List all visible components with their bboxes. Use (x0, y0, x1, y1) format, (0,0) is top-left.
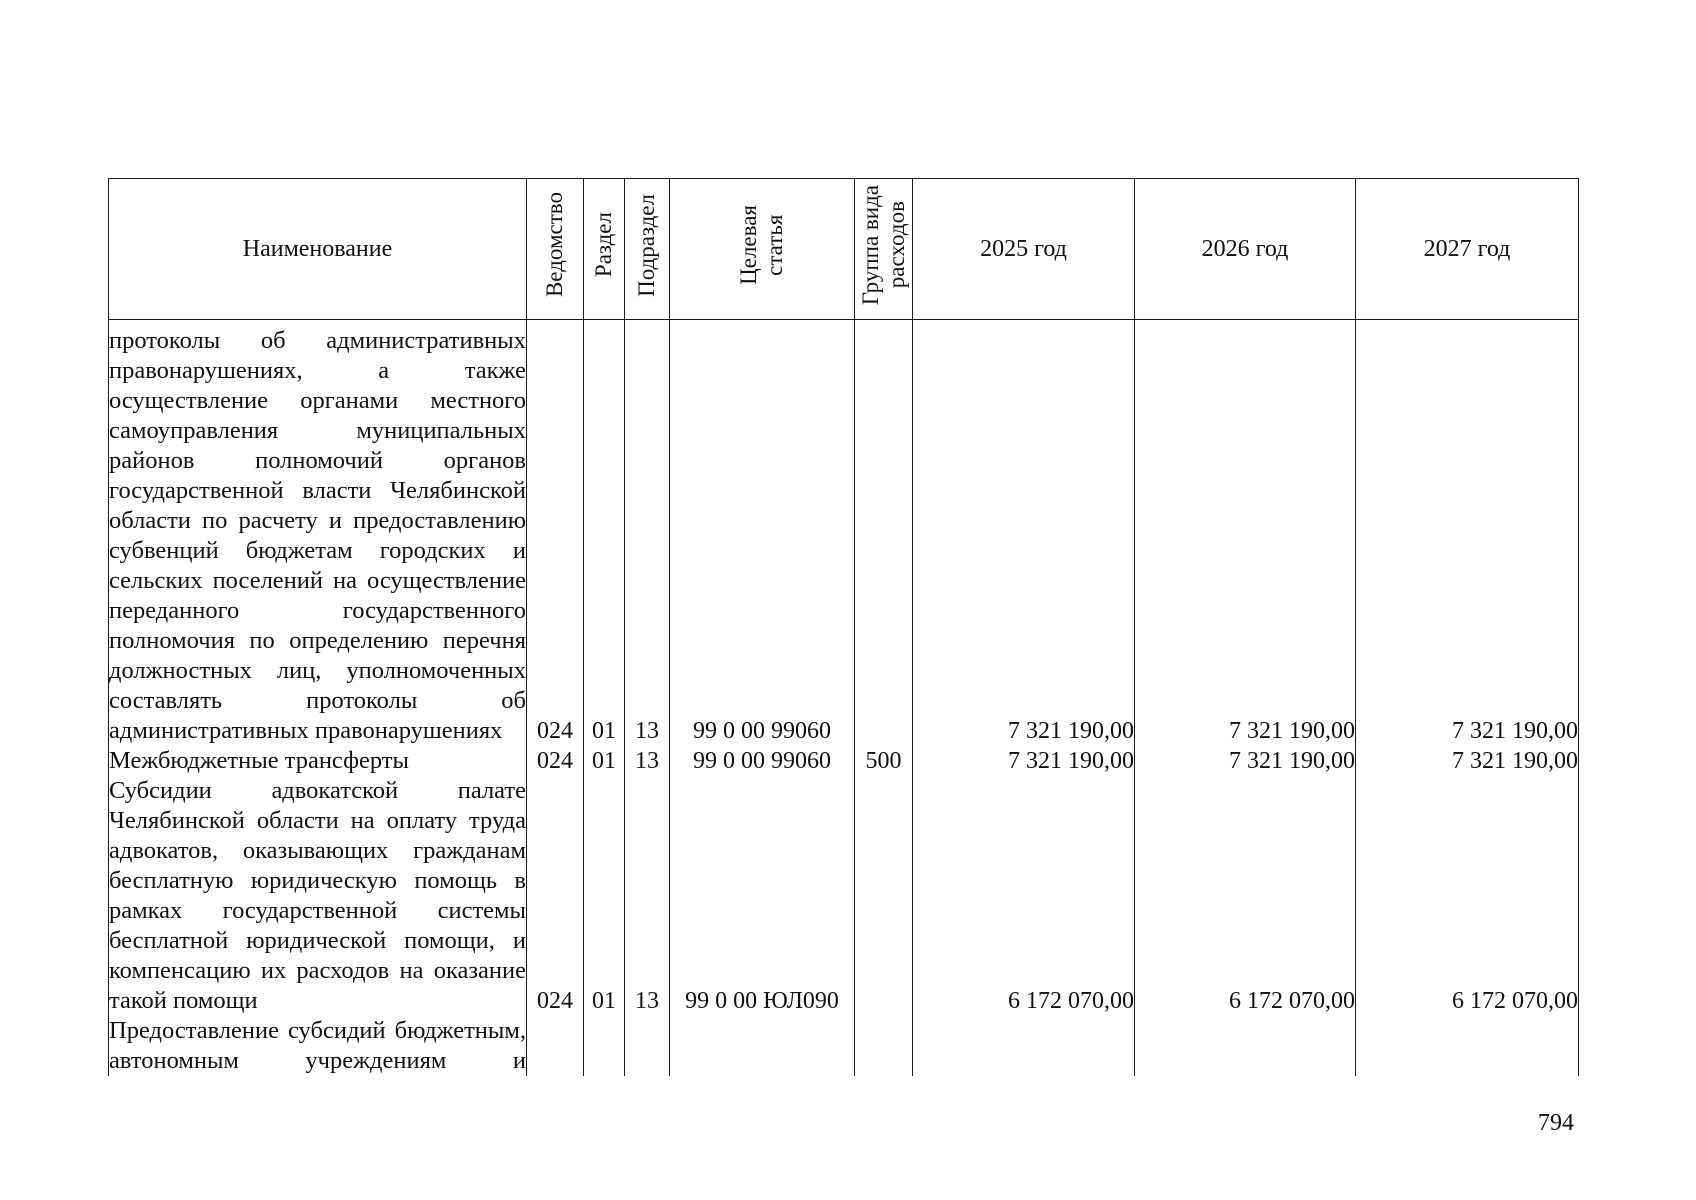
row-2027-cell (1356, 1016, 1579, 1076)
row-2025-cell (913, 1016, 1135, 1076)
row-gruppa-cell: 500 (855, 746, 913, 776)
row-2026-cell: 7 321 190,00 (1135, 746, 1356, 776)
row-podrazdel-cell: 13 (625, 326, 670, 746)
header-gruppa-label: Группа вида расходов (857, 184, 909, 306)
table-row (109, 746, 1579, 776)
row-name-cell: Межбюджетные трансферты (109, 746, 527, 776)
header-vedomstvo (527, 179, 584, 320)
header-2026-label: 2026 год (1201, 236, 1289, 262)
table-row (109, 326, 1579, 746)
row-celevaya-cell (670, 1016, 855, 1076)
header-name-label: Наименование (242, 236, 393, 262)
row-podrazdel-cell: 13 (625, 776, 670, 1016)
header-2027 (1356, 179, 1579, 320)
row-gruppa-cell (855, 776, 913, 1016)
header-2026 (1135, 179, 1356, 320)
header-celevaya (670, 179, 855, 320)
header-razdel-label: Раздел (591, 212, 616, 278)
row-celevaya-cell: 99 0 00 99060 (670, 746, 855, 776)
row-2027-cell: 6 172 070,00 (1356, 776, 1579, 1016)
table-row (109, 1016, 1579, 1076)
row-2027-cell: 7 321 190,00 (1356, 326, 1579, 746)
row-name-cell: Предоставление субсидий бюджетным, автономным учреждениям и (109, 1017, 526, 1074)
page-number: 794 (1538, 1110, 1574, 1136)
row-podrazdel-cell: 13 (625, 746, 670, 776)
budget-table (108, 178, 1579, 1076)
row-podrazdel-cell (625, 1016, 670, 1076)
header-2025 (913, 179, 1135, 320)
header-podrazdel (625, 179, 670, 320)
row-2025-cell: 7 321 190,00 (913, 326, 1135, 746)
row-2026-cell: 7 321 190,00 (1135, 326, 1356, 746)
row-2026-cell (1135, 1016, 1356, 1076)
row-2025-cell: 7 321 190,00 (913, 746, 1135, 776)
row-2026-cell: 6 172 070,00 (1135, 776, 1356, 1016)
header-name (109, 179, 527, 320)
row-name-cell: протоколы об административных правонарушениях, а также осуществление органами местного самоуправления муниципальных районов полномочий органов государственной власти Челябинской области по расчету и предоставлению субвенций бюджетам городских и сельских поселений на осуществление переданного государственного полномочия по определению перечня должностных лиц, уполномоченных составлять протоколы об административных правонарушениях (109, 327, 526, 744)
row-razdel-cell: 01 (584, 776, 625, 1016)
budget-table-sheet (108, 178, 1578, 1108)
header-2027-label: 2027 год (1423, 236, 1511, 262)
row-2027-cell: 7 321 190,00 (1356, 746, 1579, 776)
row-vedomstvo-cell: 024 (527, 326, 584, 746)
row-razdel-cell: 01 (584, 746, 625, 776)
header-podrazdel-label: Подраздел (634, 193, 659, 297)
header-razdel (584, 179, 625, 320)
row-2025-cell: 6 172 070,00 (913, 776, 1135, 1016)
row-celevaya-cell: 99 0 00 ЮЛ090 (670, 776, 855, 1016)
row-vedomstvo-cell: 024 (527, 776, 584, 1016)
row-gruppa-cell (855, 1016, 913, 1076)
header-gruppa (855, 179, 913, 320)
table-row (109, 776, 1579, 1016)
row-razdel-cell: 01 (584, 326, 625, 746)
header-row (109, 179, 1579, 320)
header-vedomstvo-label: Ведомство (542, 192, 567, 298)
row-vedomstvo-cell: 024 (527, 746, 584, 776)
row-celevaya-cell: 99 0 00 99060 (670, 326, 855, 746)
header-2025-label: 2025 год (980, 236, 1067, 262)
header-celevaya-label: Целевая статья (736, 205, 787, 285)
row-gruppa-cell (855, 326, 913, 746)
row-name-cell: Субсидии адвокатской палате Челябинской области на оплату труда адвокатов, оказывающих гражданам бесплатную юридическую помощь в рамках государственной системы бесплатной юридической помощи, и компенсацию их расходов на оказание такой помощи (109, 777, 526, 1014)
row-razdel-cell (584, 1016, 625, 1076)
row-vedomstvo-cell (527, 1016, 584, 1076)
